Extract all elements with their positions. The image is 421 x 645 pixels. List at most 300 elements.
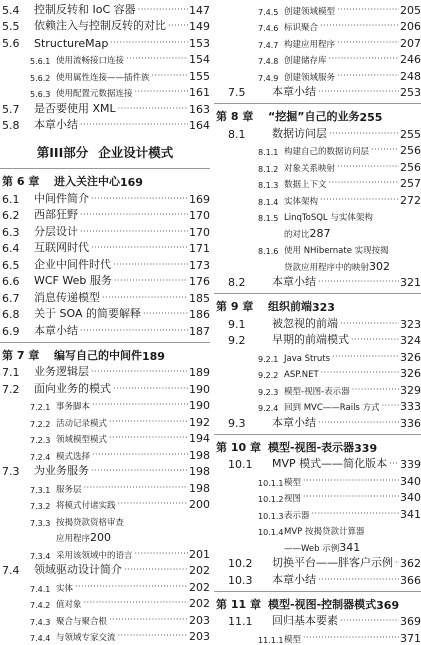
- toc-section[interactable]: [214, 314, 421, 331]
- entry-title: 使用配置元数据连接: [56, 89, 133, 99]
- toc-section[interactable]: [214, 455, 421, 472]
- entry-title: 实体: [56, 583, 74, 594]
- entry-number: 9.2.3: [258, 387, 279, 397]
- entry-title: 视图: [284, 494, 302, 504]
- entry-number: 7.3.1: [30, 485, 51, 495]
- entry-number: 11.1.1: [258, 635, 284, 645]
- toc-subsection[interactable]: [0, 627, 210, 644]
- part-title: 企业设计模式: [98, 145, 174, 160]
- entry-page-number: 333: [400, 400, 421, 413]
- entry-number: 7.4.7: [258, 40, 279, 50]
- entry-number: 6.2: [2, 209, 20, 222]
- entry-number: 8.1.4: [258, 197, 279, 207]
- toc-subsection[interactable]: [0, 412, 210, 429]
- entry-number: 6.5: [2, 258, 20, 272]
- toc-subsection[interactable]: [0, 445, 210, 462]
- leader-dots: [91, 244, 188, 252]
- toc-subsection[interactable]: [214, 380, 421, 397]
- toc-section[interactable]: [0, 99, 210, 116]
- entry-title: 活动记录模式: [56, 418, 108, 429]
- entry-number: 5.6.1: [30, 57, 51, 66]
- entry-number: 10.1.4: [258, 528, 284, 537]
- chapter-page-number: 323: [312, 301, 335, 314]
- chapter-page-number: 255: [359, 111, 383, 124]
- entry-number: 7.2.4: [30, 452, 51, 462]
- chapter-page-number: 169: [120, 176, 143, 189]
- toc-section[interactable]: [0, 33, 210, 50]
- toc-section[interactable]: [214, 612, 421, 629]
- leader-dots: [303, 634, 399, 642]
- chapter-7-entries: [0, 363, 210, 644]
- toc-section[interactable]: [0, 255, 210, 272]
- entry-page-number: 272: [400, 193, 421, 207]
- entry-title: 控制反转和 IoC 容器: [34, 2, 136, 16]
- part-label: 第III部分: [36, 145, 89, 160]
- entry-title: ASP.NET: [284, 370, 319, 380]
- leader-dots: [321, 369, 399, 377]
- entry-title: 是否要使用 XML: [34, 101, 116, 115]
- leader-dots: [109, 418, 188, 426]
- entry-page-number: 256: [400, 144, 421, 157]
- entry-page-number: 326: [400, 350, 421, 364]
- chapter-6-header[interactable]: [0, 168, 210, 189]
- toc-subsection[interactable]: [0, 511, 210, 528]
- leader-dots: [337, 6, 399, 14]
- entry-page-number: 253: [400, 86, 421, 99]
- entry-page-number: 173: [189, 258, 210, 272]
- entry-page-number: 171: [189, 242, 210, 255]
- entry-title: StructureMap: [34, 36, 109, 50]
- toc-subsection[interactable]: [214, 471, 421, 488]
- toc-section[interactable]: [0, 561, 210, 578]
- entry-page-number: 202: [189, 597, 210, 610]
- entry-title: 本章小结: [34, 323, 78, 337]
- toc-subsection[interactable]: [214, 33, 421, 50]
- toc-section[interactable]: [214, 554, 421, 571]
- toc-subsection[interactable]: [214, 364, 421, 381]
- entry-title: 关于 SOA 的简要解释: [34, 307, 141, 320]
- toc-section[interactable]: [214, 83, 421, 100]
- entry-page-number: 163: [189, 102, 210, 116]
- entry-number: 8.1.1: [258, 148, 279, 157]
- toc-subsection[interactable]: [214, 397, 421, 414]
- entry-page-number: 200: [90, 531, 112, 544]
- chapter-10-entries: [214, 455, 421, 587]
- entry-title: 本章小结: [34, 118, 78, 131]
- toc-section[interactable]: [0, 379, 210, 396]
- toc-subsection[interactable]: [214, 17, 421, 34]
- toc-entry-continuation[interactable]: [214, 537, 421, 554]
- leader-dots: [332, 353, 399, 361]
- entry-title: 使用 NHibernate 实现按揭: [284, 246, 389, 256]
- entry-title: 使用流畅接口连接: [56, 56, 125, 66]
- entry-page-number: 147: [189, 3, 210, 17]
- entry-title: 聚合与聚合根: [56, 616, 108, 627]
- leader-dots: [351, 336, 399, 344]
- entry-number: 5.6.3: [30, 90, 51, 99]
- leader-dots: [91, 467, 188, 475]
- entry-title: WCF Web 服务: [34, 274, 112, 287]
- toc-subsection[interactable]: [214, 0, 421, 17]
- toc-section[interactable]: [0, 0, 210, 17]
- leader-dots: [143, 310, 188, 318]
- chapter-number: 第 6 章: [2, 175, 40, 188]
- entry-page-number: 185: [189, 291, 210, 305]
- toc-subsection[interactable]: [214, 504, 421, 521]
- right-top-entries: [214, 0, 421, 99]
- leader-dots: [135, 88, 188, 96]
- toc-section[interactable]: [214, 331, 421, 348]
- leader-dots: [80, 121, 188, 129]
- chapter-title: “挖掘”自己的业务: [268, 110, 360, 123]
- entry-page-number: 153: [189, 36, 210, 50]
- entry-title: 被忽视的前端: [272, 316, 338, 330]
- entry-title: 西部狂野: [34, 208, 78, 221]
- entry-title: 本章小结: [272, 275, 316, 288]
- entry-page-number: 198: [189, 465, 210, 478]
- leader-dots: [80, 228, 188, 236]
- leader-dots: [168, 22, 188, 30]
- toc-subsection[interactable]: [214, 174, 421, 191]
- entry-page-number: 248: [400, 69, 421, 83]
- entry-title: 值对象: [56, 600, 82, 610]
- toc-entry-continuation[interactable]: [214, 256, 421, 273]
- entry-number: 7.4.8: [258, 57, 279, 66]
- entry-number: 9.3: [228, 416, 246, 430]
- toc-subsection[interactable]: [0, 495, 210, 512]
- toc-section[interactable]: [0, 321, 210, 338]
- toc-subsection[interactable]: [0, 429, 210, 446]
- entry-number: 5.8: [2, 119, 20, 132]
- entry-page-number: 170: [189, 209, 210, 222]
- entry-title: 领域模型模式: [56, 435, 108, 445]
- toc-section[interactable]: [0, 239, 210, 256]
- entry-page-number: 186: [189, 308, 210, 321]
- toc-section[interactable]: [214, 273, 421, 290]
- leader-dots: [91, 195, 188, 203]
- entry-number: 5.7: [2, 102, 20, 116]
- entry-title: 切换平台——胖客户示例: [272, 556, 393, 569]
- toc-subsection[interactable]: [0, 577, 210, 594]
- entry-page-number: 169: [189, 192, 210, 206]
- left-top-entries: [0, 0, 210, 132]
- entry-number: 6.4: [2, 242, 20, 255]
- entry-number: 7.4.3: [30, 617, 51, 627]
- entry-title: 构建自己的数据访问层: [284, 147, 370, 157]
- leader-dots: [126, 55, 188, 63]
- entry-number: 7.3: [2, 465, 20, 478]
- entry-title: 回归基本要素: [272, 614, 338, 627]
- leader-dots: [113, 385, 188, 393]
- toc-section[interactable]: [0, 222, 210, 239]
- leader-dots: [92, 451, 188, 459]
- leader-dots: [382, 402, 399, 410]
- entry-page-number: 201: [189, 547, 210, 561]
- toc-section[interactable]: [0, 272, 210, 289]
- entry-title: 面向业务的模式: [34, 381, 111, 395]
- entry-page-number: 323: [400, 317, 421, 331]
- entry-page-number: 341: [400, 507, 421, 521]
- toc-section[interactable]: [214, 413, 421, 430]
- entry-page-number: 340: [400, 491, 421, 504]
- entry-title: 模型: [284, 477, 302, 488]
- entry-page-number: 369: [400, 615, 421, 628]
- leader-dots: [395, 559, 399, 567]
- toc-subsection[interactable]: [0, 66, 210, 83]
- entry-number: 8.1.6: [258, 247, 279, 256]
- entry-page-number: 321: [400, 276, 421, 289]
- entry-title: 模型: [284, 634, 302, 645]
- chapter-title: 编写自己的中间件: [54, 348, 142, 362]
- entry-title: 服务层: [56, 484, 82, 495]
- entry-title: 应用程序: [56, 534, 91, 544]
- leader-dots: [337, 39, 399, 47]
- entry-number: 5.6: [2, 36, 20, 50]
- entry-number: 7.1: [2, 366, 20, 379]
- toc-subsection[interactable]: [214, 488, 421, 505]
- entry-number: 7.2.1: [30, 403, 51, 412]
- entry-number: 7.4.6: [258, 24, 279, 33]
- toc-entry-continuation[interactable]: [214, 223, 421, 240]
- entry-title: 中间件简介: [34, 191, 89, 205]
- entry-number: 8.2: [228, 276, 246, 289]
- entry-title: 创建储存库: [284, 56, 327, 66]
- entry-number: 7.4.9: [258, 73, 279, 83]
- leader-dots: [109, 434, 188, 442]
- entry-page-number: 155: [189, 69, 210, 83]
- entry-title: 事务脚本: [56, 402, 91, 412]
- entry-title: MVP 按揭贷款计算器: [284, 527, 365, 537]
- chapter-page-number: 339: [354, 441, 378, 455]
- entry-page-number: 149: [189, 20, 210, 33]
- chapter-10-header[interactable]: [214, 434, 421, 455]
- entry-number: 5.5: [2, 20, 20, 33]
- entry-page-number: 154: [189, 53, 210, 66]
- chapter-number: 第 11 章: [216, 597, 261, 611]
- entry-page-number: 256: [400, 160, 421, 174]
- entry-number: 5.6.2: [30, 73, 51, 83]
- entry-title: 表示器: [284, 510, 310, 521]
- entry-page-number: 202: [189, 564, 210, 577]
- leader-dots: [329, 130, 399, 138]
- leader-dots: [92, 401, 188, 409]
- entry-title: 领域驱动设计简介: [34, 563, 122, 576]
- toc-section[interactable]: [0, 189, 210, 206]
- entry-number: 8.1.5: [258, 214, 279, 223]
- toc-section[interactable]: [0, 305, 210, 322]
- chapter-page-number: 189: [142, 349, 165, 363]
- chapter-8-entries: [214, 124, 421, 289]
- entry-page-number: 255: [400, 127, 421, 141]
- leader-dots: [135, 550, 188, 558]
- toc-section[interactable]: [214, 124, 421, 141]
- toc-subsection[interactable]: [214, 157, 421, 174]
- chapter-11-entries: [214, 612, 421, 645]
- part-heading: [0, 142, 210, 164]
- toc-subsection[interactable]: [214, 521, 421, 538]
- entry-title: 依赖注入与控制反转的对比: [34, 19, 166, 32]
- toc-section[interactable]: [0, 363, 210, 380]
- leader-dots: [303, 493, 399, 501]
- entry-page-number: 187: [189, 324, 210, 338]
- entry-page-number: 161: [189, 86, 210, 99]
- chapter-number: 第 8 章: [216, 110, 254, 123]
- leader-dots: [118, 105, 188, 113]
- entry-page-number: 302: [369, 259, 391, 273]
- entry-title: 早期的前端模式: [272, 333, 349, 346]
- toc-subsection[interactable]: [214, 66, 421, 83]
- entry-number: 7.4.1: [30, 584, 51, 594]
- leader-dots: [318, 576, 399, 584]
- toc-section[interactable]: [0, 116, 210, 133]
- entry-page-number: 371: [400, 631, 421, 645]
- entry-title: 对象关系映射: [284, 163, 336, 174]
- entry-title: 与领域专家交流: [56, 633, 116, 643]
- chapter-title: 模型-视图-控制器模式: [268, 597, 377, 611]
- entry-page-number: 170: [189, 225, 210, 239]
- toc-section[interactable]: [0, 17, 210, 34]
- entry-title: 创建领域模型: [284, 6, 336, 17]
- entry-number: 10.1.1: [258, 478, 284, 488]
- toc-subsection[interactable]: [214, 347, 421, 364]
- leader-dots: [102, 294, 188, 302]
- toc-section[interactable]: [0, 206, 210, 223]
- toc-section[interactable]: [214, 570, 421, 587]
- toc-subsection[interactable]: [0, 50, 210, 67]
- entry-number: 5.4: [2, 3, 20, 17]
- toc-entry-continuation[interactable]: [0, 528, 210, 545]
- entry-number: 10.2: [228, 557, 253, 570]
- chapter-number: 第 10 章: [216, 440, 261, 454]
- chapter-number: 第 9 章: [216, 300, 254, 313]
- toc-subsection[interactable]: [0, 594, 210, 611]
- entry-page-number: 190: [189, 399, 210, 412]
- entry-number: 9.1: [228, 317, 246, 331]
- entry-number: 7.4: [2, 564, 20, 577]
- leader-dots: [389, 460, 399, 468]
- toc-section[interactable]: [0, 288, 210, 305]
- entry-page-number: 200: [189, 498, 210, 511]
- leader-dots: [340, 320, 399, 328]
- entry-title: 创建领域服务: [284, 72, 336, 83]
- chapter-11-header[interactable]: [214, 591, 421, 612]
- leader-dots: [352, 386, 399, 394]
- entry-number: 9.2.1: [258, 354, 279, 364]
- entry-title: 数据上下文: [284, 180, 327, 190]
- entry-page-number: 329: [400, 383, 421, 397]
- entry-title: 构建应用程序: [284, 39, 336, 50]
- entry-title: 互联网时代: [34, 241, 89, 254]
- leader-dots: [329, 179, 399, 187]
- entry-number: 8.1.3: [258, 181, 279, 190]
- leader-dots: [91, 368, 188, 376]
- entry-number: 7.3.3: [30, 518, 51, 528]
- entry-title: 本章小结: [272, 85, 316, 98]
- entry-title: 模式选择: [56, 451, 91, 462]
- toc-section[interactable]: [0, 462, 210, 479]
- toc-subsection[interactable]: [214, 50, 421, 67]
- entry-number: 11.1: [228, 615, 253, 628]
- entry-page-number: 207: [400, 36, 421, 50]
- toc-left-column: [0, 0, 210, 643]
- toc-subsection[interactable]: [0, 610, 210, 627]
- toc-right-column: [214, 0, 421, 645]
- toc-subsection[interactable]: [0, 544, 210, 561]
- entry-title: LinqToSQL 与实体架构: [284, 213, 373, 223]
- entry-title: 为业务服务: [34, 464, 89, 477]
- leader-dots: [318, 278, 399, 286]
- entry-number: 9.2: [228, 334, 246, 347]
- leader-dots: [124, 566, 188, 574]
- leader-dots: [113, 261, 188, 269]
- entry-title: 使用属性连接——插件族: [56, 72, 150, 83]
- entry-page-number: 366: [400, 573, 421, 587]
- leader-dots: [371, 146, 399, 154]
- entry-title: ——Web 示例: [284, 543, 340, 554]
- toc-subsection[interactable]: [214, 190, 421, 207]
- entry-number: 9.2.2: [258, 371, 279, 380]
- entry-number: 6.6: [2, 275, 20, 288]
- entry-number: 6.8: [2, 308, 20, 321]
- toc-subsection[interactable]: [214, 240, 421, 257]
- entry-title: Java Struts: [284, 353, 331, 364]
- entry-number: 6.7: [2, 291, 20, 305]
- entry-title: 本章小结: [272, 572, 316, 586]
- leader-dots: [320, 196, 399, 204]
- entry-number: 7.3.2: [30, 502, 51, 511]
- entry-title: 实体架构: [284, 196, 319, 207]
- entry-number: 7.4.4: [30, 634, 51, 643]
- toc-subsection[interactable]: [0, 396, 210, 413]
- entry-title: 的对比: [284, 229, 310, 240]
- entry-page-number: 206: [400, 20, 421, 33]
- entry-title: 按揭贷款资格审查: [56, 517, 125, 528]
- toc-subsection[interactable]: [214, 628, 421, 645]
- entry-title: 业务逻辑层: [34, 365, 89, 378]
- entry-title: 贷款应用程序中的映射: [284, 262, 370, 273]
- toc-subsection[interactable]: [0, 83, 210, 100]
- toc-subsection[interactable]: [214, 141, 421, 158]
- entry-number: 10.1.2: [258, 495, 284, 504]
- leader-dots: [80, 211, 188, 219]
- entry-page-number: 246: [400, 53, 421, 66]
- chapter-title: 进入关注中心: [54, 175, 120, 188]
- chapter-6-entries: [0, 189, 210, 338]
- leader-dots: [80, 327, 188, 335]
- entry-title: 回到 MVC——Rails 方式: [284, 403, 380, 413]
- entry-page-number: 190: [189, 382, 210, 396]
- entry-number: 7.3.4: [30, 551, 51, 561]
- entry-number: 7.4.5: [258, 7, 279, 17]
- leader-dots: [138, 6, 188, 14]
- entry-number: 10.1: [228, 458, 253, 471]
- chapter-title: 模型-视图-表示器: [268, 440, 355, 454]
- entry-title: 分层设计: [34, 224, 78, 238]
- toc-subsection[interactable]: [214, 207, 421, 224]
- entry-page-number: 257: [400, 177, 421, 190]
- chapter-9-header[interactable]: [214, 293, 421, 314]
- chapter-7-header[interactable]: [0, 342, 210, 363]
- leader-dots: [329, 55, 399, 63]
- entry-title: 本章小结: [272, 415, 316, 429]
- entry-page-number: 336: [400, 416, 421, 430]
- entry-page-number: 202: [189, 580, 210, 594]
- entry-number: 7.4.2: [30, 601, 51, 610]
- entry-page-number: 198: [189, 448, 210, 462]
- chapter-8-header[interactable]: [214, 103, 421, 124]
- toc-subsection[interactable]: [0, 478, 210, 495]
- leader-dots: [303, 477, 399, 485]
